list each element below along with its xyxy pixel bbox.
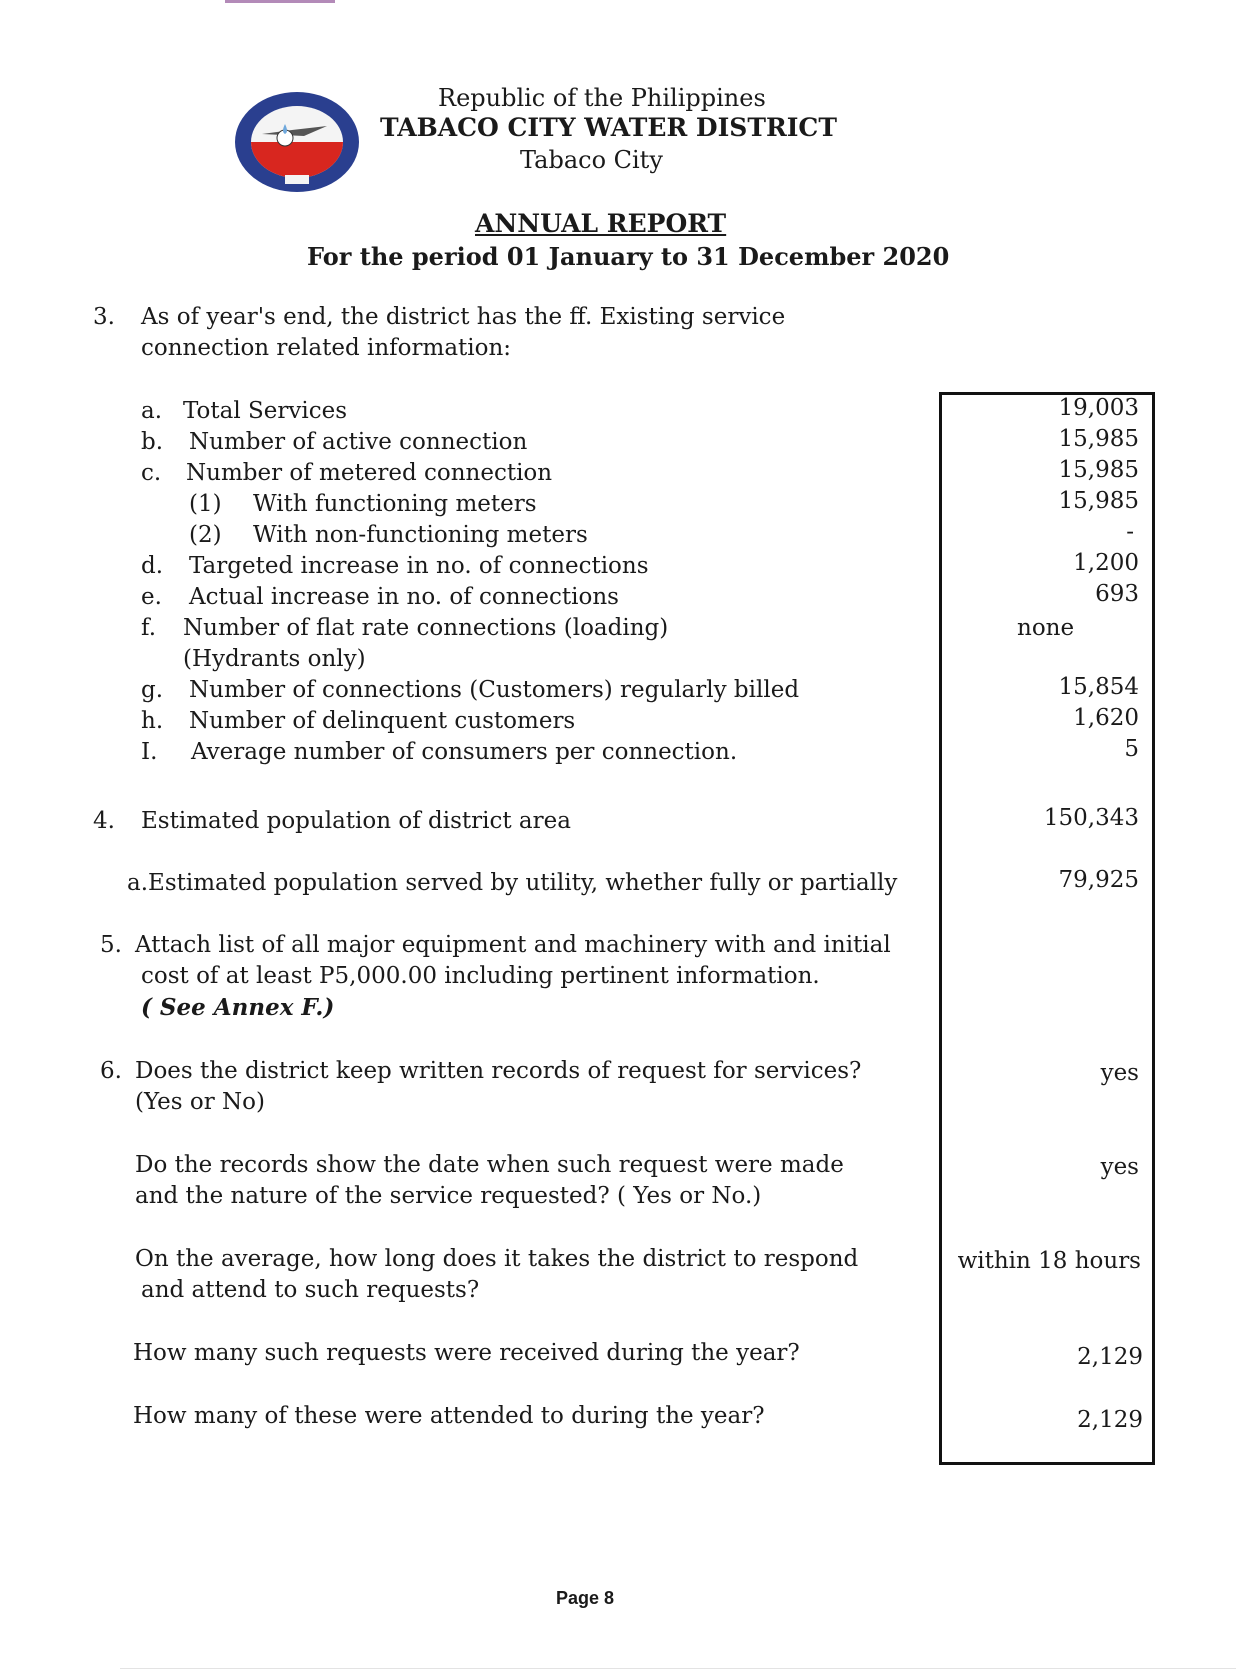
q4a-label: a.Estimated population served by utility, whether fully or partially	[127, 870, 898, 896]
item-value: 15,985	[1058, 457, 1139, 483]
q3-text-line2: connection related information:	[141, 335, 512, 361]
item-letter: I.	[141, 739, 158, 765]
q4-value: 150,343	[1043, 805, 1139, 831]
item-label: With non-functioning meters	[253, 522, 588, 548]
item-label: With functioning meters	[253, 491, 537, 517]
item-letter: c.	[141, 460, 162, 486]
item-value: -	[1126, 519, 1134, 545]
q6-number: 6.	[100, 1058, 122, 1084]
item-label: Number of flat rate connections (loading)	[183, 615, 669, 641]
district-seal-logo	[232, 90, 362, 194]
item-label: Number of active connection	[189, 429, 528, 455]
q6-value: yes	[1100, 1060, 1139, 1086]
q5-number: 5.	[100, 932, 122, 958]
item-letter: g.	[141, 677, 164, 703]
item-value: 15,985	[1058, 426, 1139, 452]
item-letter: e.	[141, 584, 162, 610]
item-label: Average number of consumers per connection.	[191, 739, 738, 765]
item-label: Number of delinquent customers	[189, 708, 576, 734]
item-label: Number of connections (Customers) regularly billed	[189, 677, 800, 703]
item-letter: f.	[141, 615, 157, 641]
q6b-text-line2: and the nature of the service requested? ( Yes or No.)	[135, 1183, 762, 1209]
item-label: Actual increase in no. of connections	[189, 584, 619, 610]
q6e-value: 2,129	[1077, 1407, 1143, 1433]
report-period: For the period 01 January to 31 December 2020	[307, 242, 950, 271]
q4a-value: 79,925	[1058, 867, 1139, 893]
item-letter: d.	[141, 553, 164, 579]
item-value: 15,854	[1058, 674, 1139, 700]
q6-text-line2: (Yes or No)	[135, 1089, 265, 1115]
item-value: 1,200	[1073, 550, 1139, 576]
report-title: ANNUAL REPORT	[475, 209, 727, 238]
q4-number: 4.	[93, 808, 115, 834]
item-letter: h.	[141, 708, 164, 734]
item-value: 15,985	[1058, 488, 1139, 514]
q6c-value: within 18 hours	[957, 1248, 1141, 1274]
q6b-value: yes	[1100, 1154, 1139, 1180]
bottom-edge-line	[120, 1668, 1236, 1669]
q6e-label: How many of these were attended to during the year?	[133, 1403, 765, 1429]
city-name: Tabaco City	[520, 146, 663, 174]
q6-text-line1: Does the district keep written records of request for services?	[135, 1058, 862, 1084]
item-value: 1,620	[1073, 705, 1139, 731]
item-label: Targeted increase in no. of connections	[189, 553, 649, 579]
item-value: 693	[1095, 581, 1139, 607]
q6d-value: 2,129	[1077, 1344, 1143, 1370]
q5-text-line1: Attach list of all major equipment and machinery with and initial	[135, 932, 891, 958]
district-name: TABACO CITY WATER DISTRICT	[380, 113, 837, 142]
q3-number: 3.	[93, 304, 115, 330]
item-value: none	[1017, 615, 1075, 641]
page-number: Page 8	[556, 1588, 615, 1608]
republic-heading: Republic of the Philippines	[438, 84, 766, 112]
item-letter: (2)	[189, 522, 222, 548]
annex-reference: ( See Annex F.)	[141, 994, 335, 1021]
q4-label: Estimated population of district area	[141, 808, 571, 834]
q5-text-line2: cost of at least P5,000.00 including pertinent information.	[141, 963, 820, 989]
item-value: 19,003	[1058, 395, 1139, 421]
item-letter: a.	[141, 398, 163, 424]
item-letter: (1)	[189, 491, 222, 517]
q3-text-line1: As of year's end, the district has the ff. Existing service	[141, 304, 786, 330]
item-label-continued: (Hydrants only)	[183, 646, 366, 672]
item-value: 5	[1124, 736, 1139, 762]
top-edge-mark	[225, 0, 335, 3]
item-label: Total Services	[183, 398, 348, 424]
q6c-text-line2: and attend to such requests?	[141, 1277, 480, 1303]
item-letter: b.	[141, 429, 164, 455]
q6c-text-line1: On the average, how long does it takes the district to respond	[135, 1246, 859, 1272]
q6d-label: How many such requests were received during the year?	[133, 1340, 800, 1366]
q6b-text-line1: Do the records show the date when such request were made	[135, 1152, 844, 1178]
item-label: Number of metered connection	[186, 460, 553, 486]
